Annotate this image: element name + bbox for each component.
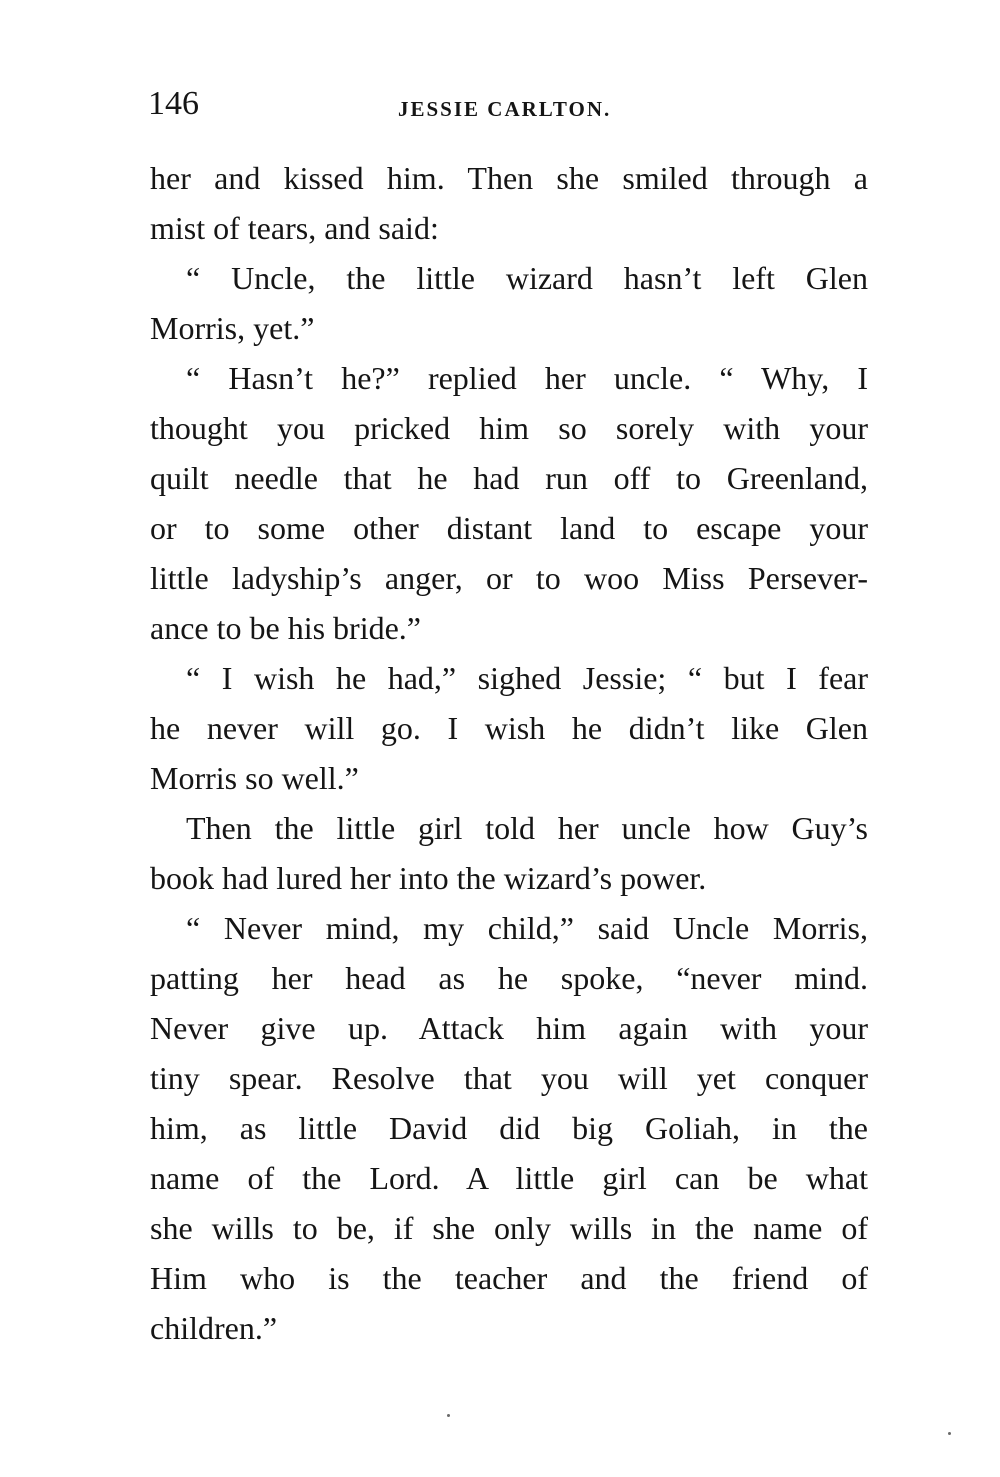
text-line: Morris, yet.” xyxy=(150,310,315,346)
text-line: thought you pricked him so sorely with your xyxy=(150,410,868,446)
text-line: Then the little girl told her uncle how Guy’s xyxy=(186,810,868,846)
running-head: JESSIE CARLTON. xyxy=(398,97,612,121)
body-text xyxy=(150,153,868,1353)
page-header xyxy=(148,82,870,132)
text-line: little ladyship’s anger, or to woo Miss Persever- xyxy=(150,560,868,596)
text-line: children.” xyxy=(150,1310,278,1346)
text-line: tiny spear. Resolve that you will yet conquer xyxy=(150,1060,868,1096)
page-number: 146 xyxy=(148,85,199,122)
text-line: she wills to be, if she only wills in the name of xyxy=(150,1210,868,1246)
text-line: her and kissed him. Then she smiled through a xyxy=(150,160,868,196)
text-line: Morris so well.” xyxy=(150,760,359,796)
text-line: he never will go. I wish he didn’t like Glen xyxy=(150,710,868,746)
paper-speck xyxy=(948,1432,951,1435)
text-line: patting her head as he spoke, “never mind. xyxy=(150,960,868,996)
text-line: “ Hasn’t he?” replied her uncle. “ Why, I xyxy=(186,360,868,396)
paper-speck xyxy=(447,1414,450,1417)
text-line: “ Never mind, my child,” said Uncle Morris, xyxy=(186,910,868,946)
text-line: “ I wish he had,” sighed Jessie; “ but I fear xyxy=(186,660,868,696)
text-line: Never give up. Attack him again with your xyxy=(150,1010,868,1046)
text-line: name of the Lord. A little girl can be what xyxy=(150,1160,868,1196)
text-line: Him who is the teacher and the friend of xyxy=(150,1260,868,1296)
text-line: “ Uncle, the little wizard hasn’t left Glen xyxy=(186,260,868,296)
text-line: mist of tears, and said: xyxy=(150,210,439,246)
text-line: or to some other distant land to escape your xyxy=(150,510,868,546)
text-line: him, as little David did big Goliah, in the xyxy=(150,1110,868,1146)
text-line: book had lured her into the wizard’s power. xyxy=(150,860,707,896)
text-line: ance to be his bride.” xyxy=(150,610,421,646)
text-line: quilt needle that he had run off to Greenland, xyxy=(150,460,868,496)
